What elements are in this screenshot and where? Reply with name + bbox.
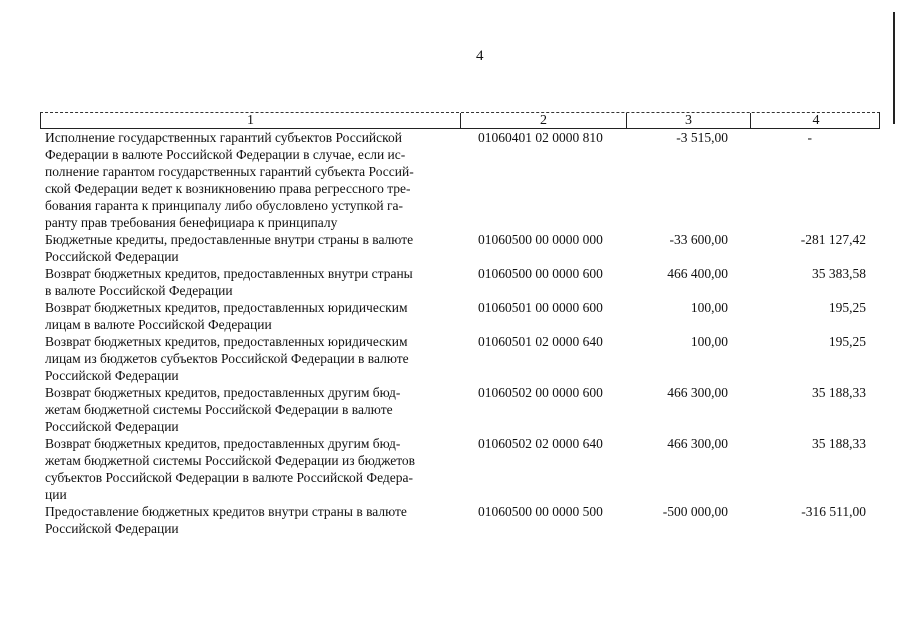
row-value-col3: -33 600,00 (669, 232, 728, 247)
table-row (40, 333, 880, 384)
row-code: 01060502 02 0000 640 (478, 436, 603, 451)
row-value-col4: 35 188,33 (812, 385, 866, 400)
page-number: 4 (476, 48, 484, 64)
table-row (40, 129, 880, 231)
row-value-col4: 35 188,33 (812, 436, 866, 451)
header-col-1: 1 (41, 113, 461, 128)
table-header (40, 112, 880, 129)
row-value-col3: 466 400,00 (667, 266, 728, 281)
row-code: 01060500 00 0000 000 (478, 232, 603, 247)
row-value-col3: 466 300,00 (667, 385, 728, 400)
row-value-col4: 195,25 (828, 300, 866, 315)
header-col-3: 3 (627, 113, 751, 128)
row-value-col4: - (807, 130, 812, 145)
row-value-col4: -281 127,42 (800, 232, 866, 247)
row-name: Возврат бюджетных кредитов, предоставленных внутри страны в валюте Российской Федерации (45, 266, 413, 298)
table-row (40, 384, 880, 435)
budget-table (40, 112, 880, 537)
row-name: Возврат бюджетных кредитов, предоставленных юридическим лицам в валюте Российской Федерации (45, 300, 408, 332)
row-code: 01060502 00 0000 600 (478, 385, 603, 400)
row-name: Исполнение государственных гарантий субъектов Российской Федерации в валюте Российской Федерации в случае, если ис- полнение гарантом государственных гарантий субъекта Россий- ской Федерации ведет к возникновению права регрессного тре- бования гаранта к принципалу либо обусловлено уступкой га- ранту прав требования бенефициара к принципалу (45, 130, 414, 230)
row-name: Бюджетные кредиты, предоставленные внутри страны в валюте Российской Федерации (45, 232, 414, 264)
table-row (40, 299, 880, 333)
row-code: 01060501 02 0000 640 (478, 334, 603, 349)
row-name: Возврат бюджетных кредитов, предоставленных другим бюд- жетам бюджетной системы Российской Федерации из бюджетов субъектов Российской Федерации в валюте Российской Федера- ции (45, 436, 416, 502)
table-row (40, 231, 880, 265)
row-value-col3: -500 000,00 (662, 504, 728, 519)
table-row (40, 503, 880, 537)
row-code: 01060501 00 0000 600 (478, 300, 603, 315)
row-code: 01060500 00 0000 600 (478, 266, 603, 281)
margin-rule (893, 12, 895, 124)
row-value-col3: -3 515,00 (676, 130, 728, 145)
row-value-col4: 35 383,58 (812, 266, 866, 281)
row-value-col4: 195,25 (828, 334, 866, 349)
row-value-col3: 100,00 (690, 334, 728, 349)
row-value-col3: 100,00 (690, 300, 728, 315)
row-code: 01060401 02 0000 810 (478, 130, 603, 145)
row-name: Возврат бюджетных кредитов, предоставленных другим бюд- жетам бюджетной системы Российской Федерации в валюте Российской Федерации (45, 385, 401, 434)
table-row (40, 265, 880, 299)
header-col-2: 2 (461, 113, 627, 128)
table-row (40, 435, 880, 503)
row-value-col4: -316 511,00 (801, 504, 866, 519)
row-code: 01060500 00 0000 500 (478, 504, 603, 519)
header-col-4: 4 (812, 113, 820, 128)
row-name: Возврат бюджетных кредитов, предоставленных юридическим лицам из бюджетов субъектов Российской Федерации в валюте Российской Федерации (45, 334, 409, 383)
row-name: Предоставление бюджетных кредитов внутри страны в валюте Российской Федерации (45, 504, 407, 536)
row-value-col3: 466 300,00 (667, 436, 728, 451)
